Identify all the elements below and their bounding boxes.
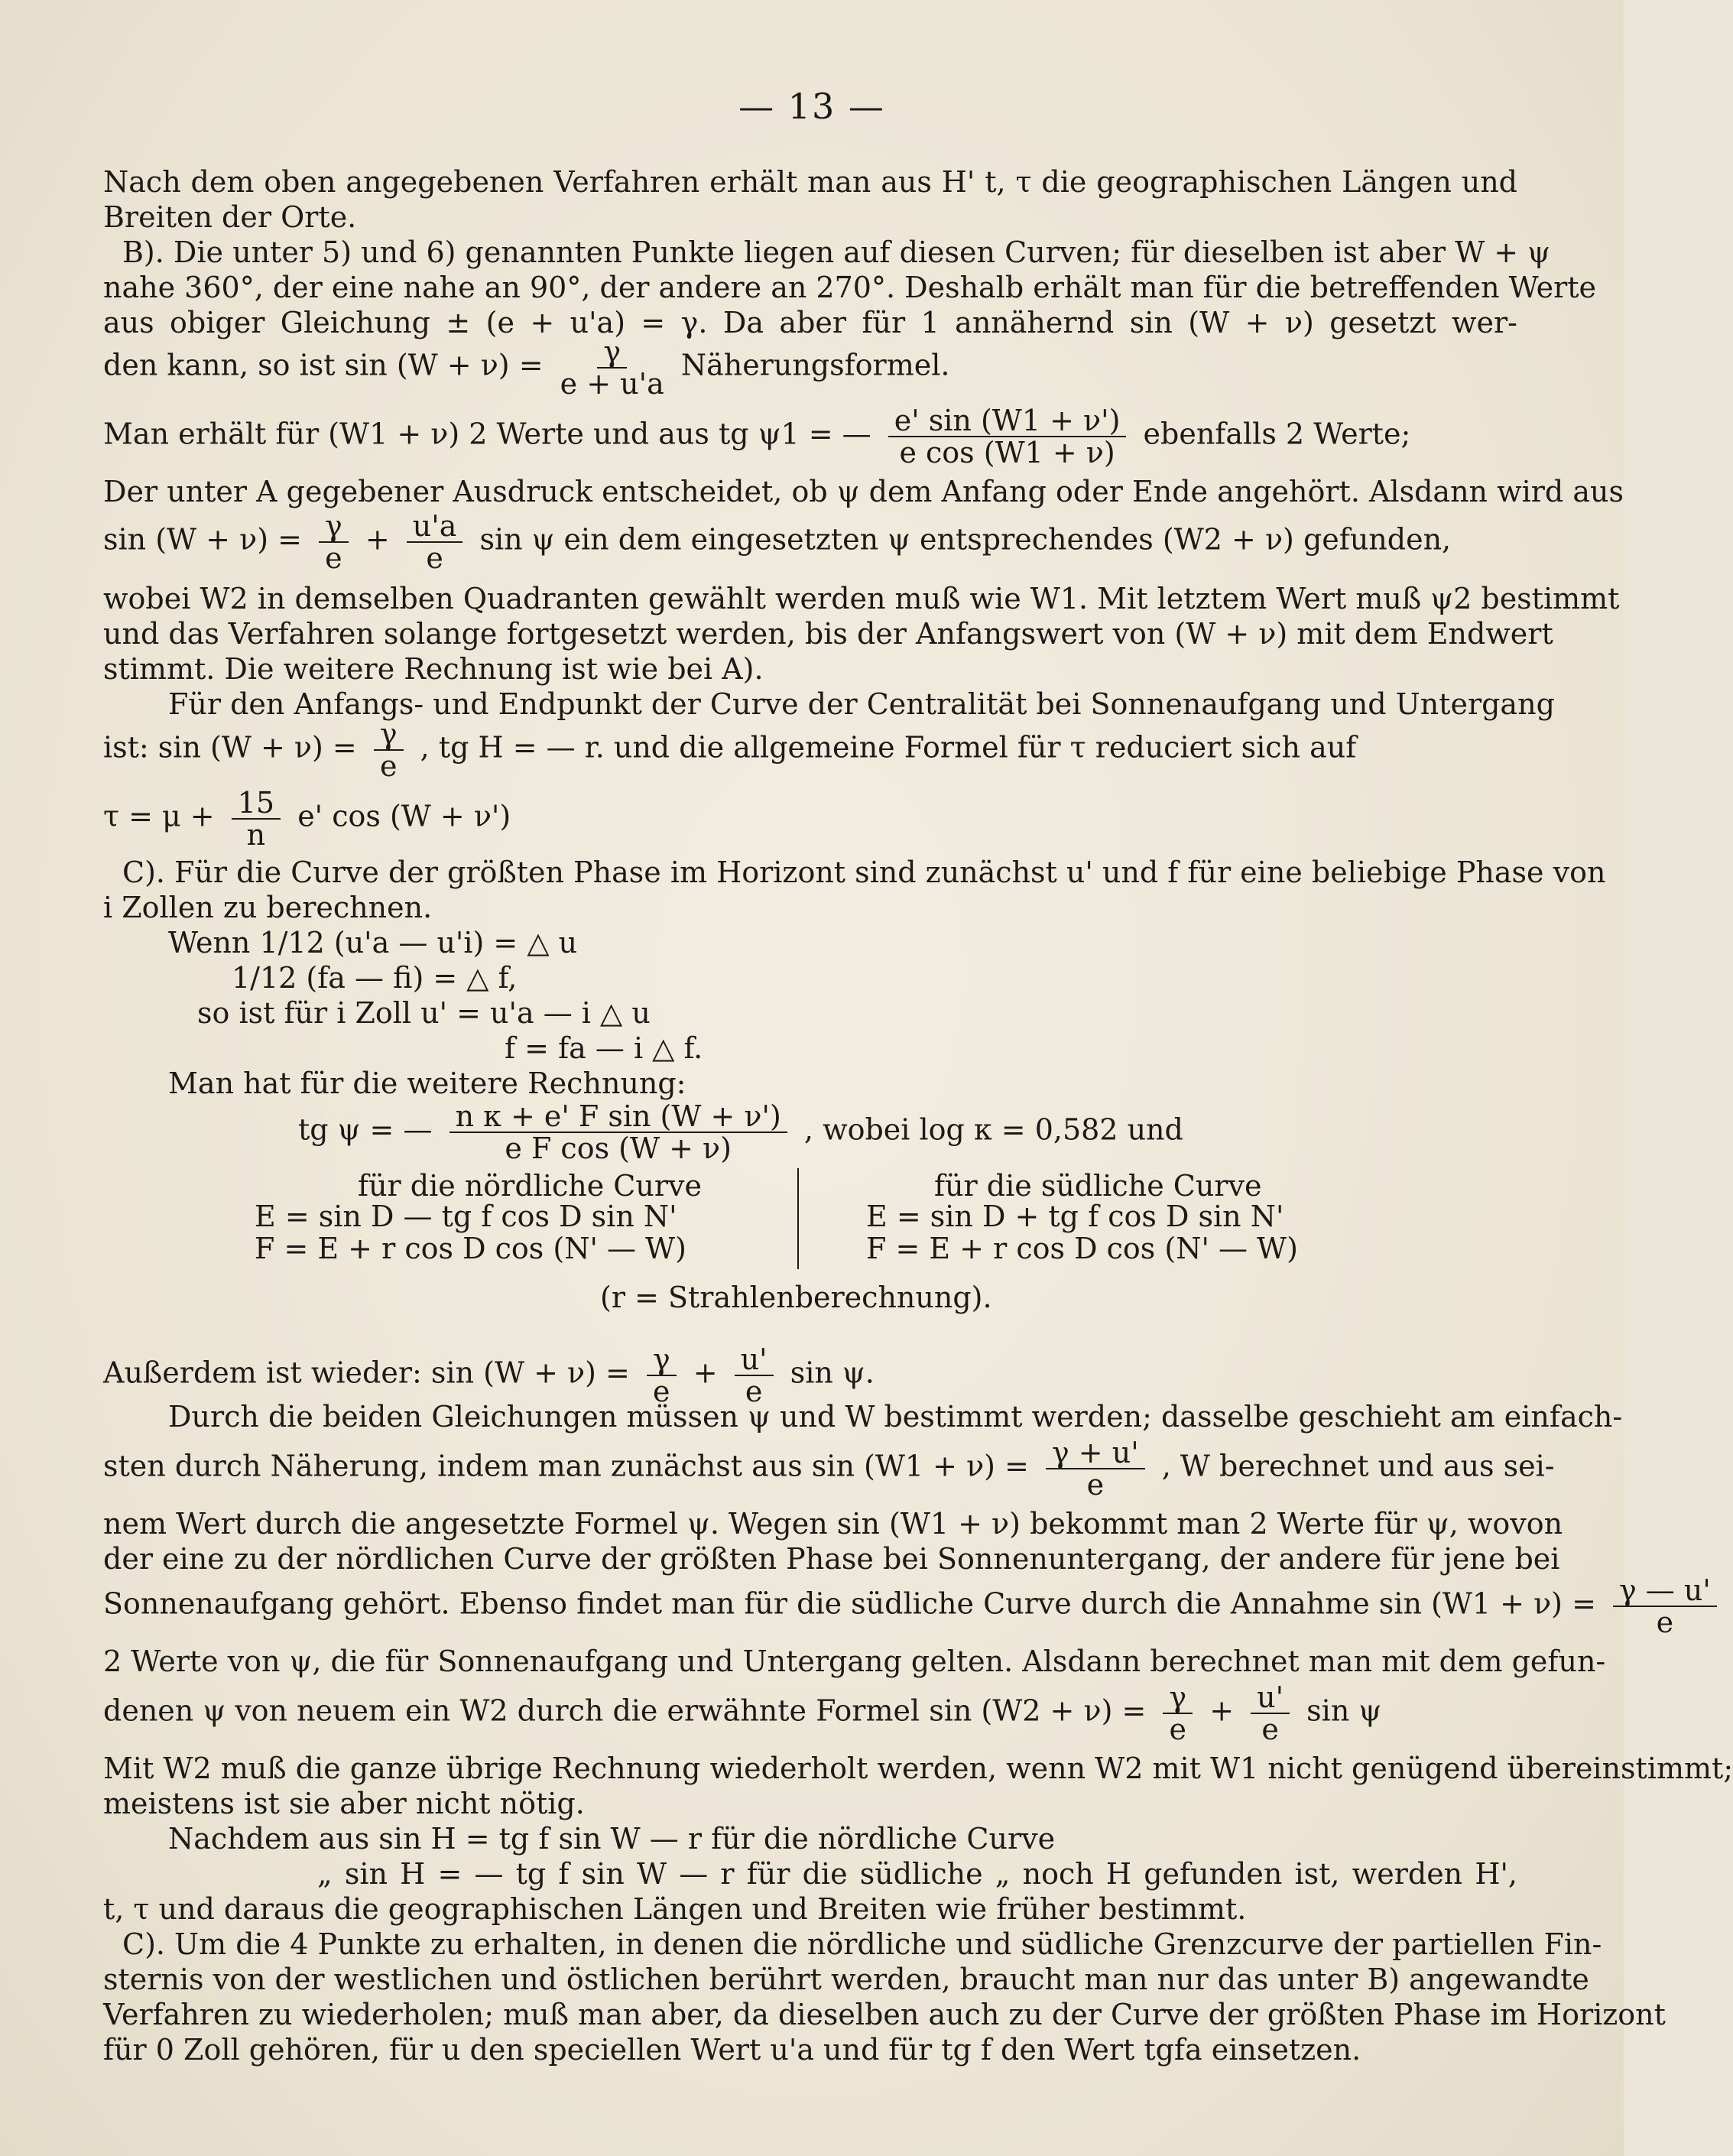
text: , wobei log κ = 0,582 und xyxy=(803,1112,1183,1147)
numerator: 15 xyxy=(232,787,281,820)
denominator: e cos (W1 + ν) xyxy=(899,436,1115,469)
text: Man erhält für (W1 + ν) 2 Werte und aus tg ψ1 = — xyxy=(103,417,871,451)
numerator: u'a xyxy=(407,511,463,543)
fraction xyxy=(232,787,281,850)
text-line: so ist für i Zoll u' = u'a — i △ u xyxy=(197,996,651,1030)
fraction xyxy=(449,1101,787,1164)
fraction xyxy=(888,405,1127,468)
numerator: γ xyxy=(597,336,627,369)
text-line: t, τ und daraus die geographischen Längen und Breiten wie früher bestimmt. xyxy=(103,1892,1247,1926)
text-line: aus obiger Gleichung ± (e + u'a) = γ. Da aber für 1 annähernd sin (W + ν) gesetzt wer- xyxy=(103,306,1517,339)
plus-sign: + xyxy=(365,522,390,557)
text-line: f = fa — i △ f. xyxy=(505,1031,703,1065)
denominator: e xyxy=(745,1375,763,1408)
formula-line xyxy=(103,336,949,399)
fraction xyxy=(560,336,664,399)
text: sin ψ. xyxy=(790,1356,875,1390)
text-line: Durch die beiden Gleichungen müssen ψ und W bestimmt werden; dasselbe geschieht am einfach- xyxy=(168,1400,1623,1434)
fraction xyxy=(647,1344,677,1407)
fraction xyxy=(1251,1682,1290,1745)
text-line: meistens ist sie aber nicht nötig. xyxy=(103,1787,585,1820)
text-line: (r = Strahlenberechnung). xyxy=(600,1281,992,1314)
text-line: i Zollen zu berechnen. xyxy=(103,891,433,924)
column-heading-north: für die nördliche Curve xyxy=(358,1169,702,1203)
text: Sonnenaufgang gehört. Ebenso findet man für die südliche Curve durch die Annahme sin (W1 + ν) = xyxy=(103,1586,1596,1621)
plus-sign: + xyxy=(693,1356,718,1390)
numerator: γ — u' xyxy=(1613,1575,1717,1607)
formula-line xyxy=(103,719,1356,781)
numerator: u' xyxy=(1251,1682,1290,1714)
text-line: Mit W2 muß die ganze übrige Rechnung wiederholt werden, wenn W2 mit W1 nicht genügend übereinstimmt; xyxy=(103,1752,1733,1785)
numerator: γ xyxy=(374,719,404,751)
text: , W berechnet und aus sei- xyxy=(1161,1449,1555,1483)
text-line: nahe 360°, der eine nahe an 90°, der andere an 270°. Deshalb erhält man für die betreffenden Werte xyxy=(103,271,1597,304)
denominator: e xyxy=(1169,1713,1187,1746)
text-line: C). Für die Curve der größten Phase im Horizont sind zunächst u' und f für eine beliebige Phase von xyxy=(122,856,1606,889)
text-line: Nachdem aus sin H = tg f sin W — r für die nördliche Curve xyxy=(168,1822,1056,1856)
text: τ = μ + xyxy=(103,799,215,833)
formula-line xyxy=(103,1682,1381,1745)
denominator: n xyxy=(246,818,266,852)
numerator: u' xyxy=(735,1344,774,1376)
text-line: Wenn 1/12 (u'a — u'i) = △ u xyxy=(168,926,578,959)
fraction xyxy=(1613,1575,1717,1638)
formula-line xyxy=(103,1437,1555,1500)
formula-line xyxy=(103,787,511,850)
formula-f-south: F = E + r cos D cos (N' — W) xyxy=(866,1232,1298,1265)
text-line: wobei W2 in demselben Quadranten gewählt werden muß wie W1. Mit letztem Wert muß ψ2 bestimmt xyxy=(103,582,1620,615)
column-heading-south: für die südliche Curve xyxy=(934,1169,1262,1203)
formula-line xyxy=(103,1575,1725,1638)
fraction xyxy=(1163,1682,1193,1745)
text-line: 1/12 (fa — fi) = △ f, xyxy=(232,961,518,995)
text: sin ψ xyxy=(1306,1693,1382,1728)
text-line: Man hat für die weitere Rechnung: xyxy=(168,1067,686,1100)
text-line: 2 Werte von ψ, die für Sonnenaufgang und Untergang gelten. Alsdann berechnet man mit dem gefun- xyxy=(103,1645,1606,1678)
text: , tg H = — r. und die allgemeine Formel für τ reduciert sich auf xyxy=(420,730,1357,765)
text: ist: sin (W + ν) = xyxy=(103,730,357,765)
text-line: für 0 Zoll gehören, für u den speciellen Wert u'a und für tg f den Wert tgfa einsetzen. xyxy=(103,2033,1361,2067)
text-line: Breiten der Orte. xyxy=(103,200,357,234)
formula-line xyxy=(298,1101,1183,1164)
text: ebenfalls 2 Werte; xyxy=(1143,417,1411,451)
fraction xyxy=(374,719,404,781)
formula-e-south: E = sin D + tg f cos D sin N' xyxy=(866,1200,1284,1233)
text-line: stimmt. Die weitere Rechnung ist wie bei A). xyxy=(103,652,764,686)
denominator: e xyxy=(1086,1468,1105,1502)
denominator: e xyxy=(379,749,398,783)
fraction xyxy=(735,1344,774,1407)
formula-line xyxy=(103,511,1451,573)
text-line: der eine zu der nördlichen Curve der größten Phase bei Sonnenuntergang, der andere für jene bei xyxy=(103,1542,1560,1576)
text-line: Der unter A gegebener Ausdruck entscheidet, ob ψ dem Anfang oder Ende angehört. Alsdann wird aus xyxy=(103,475,1624,508)
denominator: e xyxy=(1261,1713,1279,1746)
fraction xyxy=(1046,1437,1145,1500)
numerator: e' sin (W1 + ν') xyxy=(888,405,1127,437)
text-line: B). Die unter 5) und 6) genannten Punkte liegen auf diesen Curven; für dieselben ist aber W + ψ xyxy=(122,235,1550,269)
denominator: e xyxy=(1656,1606,1674,1639)
formula-line xyxy=(103,1344,875,1407)
numerator: n κ + e' F sin (W + ν') xyxy=(449,1101,787,1133)
text: denen ψ von neuem ein W2 durch die erwähnte Formel sin (W2 + ν) = xyxy=(103,1693,1147,1728)
numerator: γ xyxy=(647,1344,677,1376)
text-line: Verfahren zu wiederholen; muß man aber, da dieselben auch zu der Curve der größten Phase im Horizont xyxy=(103,1998,1666,2031)
text: sin (W + ν) = xyxy=(103,522,302,557)
text-line: „ sin H = — tg f sin W — r für die südliche „ noch H gefunden ist, werden H', xyxy=(317,1857,1517,1891)
formula-line xyxy=(103,405,1410,468)
fraction xyxy=(407,511,463,573)
text: Außerdem ist wieder: sin (W + ν) = xyxy=(103,1356,630,1390)
fraction xyxy=(319,511,349,573)
text-line: Nach dem oben angegebenen Verfahren erhält man aus H' t, τ die geographischen Längen und xyxy=(103,165,1517,199)
denominator: e F cos (W + ν) xyxy=(505,1132,732,1165)
text-line: sternis von der westlichen und östlichen berührt werden, braucht man nur das unter B) angewandte xyxy=(103,1963,1589,1996)
text: tg ψ = — xyxy=(298,1112,433,1147)
denominator: e + u'a xyxy=(560,367,664,401)
page-number: — 13 — xyxy=(738,86,885,127)
text: sten durch Näherung, indem man zunächst aus sin (W1 + ν) = xyxy=(103,1449,1029,1483)
column-divider xyxy=(797,1168,799,1269)
text: Näherungsformel. xyxy=(680,348,950,382)
text-line: und das Verfahren solange fortgesetzt werden, bis der Anfangswert von (W + ν) mit dem Endwert xyxy=(103,617,1553,651)
denominator: e xyxy=(653,1375,670,1408)
text: e' cos (W + ν') xyxy=(297,799,511,833)
plus-sign: + xyxy=(1209,1693,1235,1728)
numerator: γ + u' xyxy=(1046,1437,1145,1469)
formula-e-north: E = sin D — tg f cos D sin N' xyxy=(255,1200,677,1233)
text-line: nem Wert durch die angesetzte Formel ψ. Wegen sin (W1 + ν) bekommt man 2 Werte für ψ, wovon xyxy=(103,1507,1563,1541)
text-line: C). Um die 4 Punkte zu erhalten, in denen die nördliche und südliche Grenzcurve der partiellen Fin- xyxy=(122,1927,1602,1961)
numerator: γ xyxy=(319,511,349,543)
formula-f-north: F = E + r cos D cos (N' — W) xyxy=(255,1232,686,1265)
text-line: Für den Anfangs- und Endpunkt der Curve der Centralität bei Sonnenaufgang und Untergang xyxy=(168,687,1555,721)
text: sin ψ ein dem eingesetzten ψ entsprechendes (W2 + ν) gefunden, xyxy=(479,522,1452,557)
text: den kann, so ist sin (W + ν) = xyxy=(103,348,544,382)
denominator: e xyxy=(426,541,443,575)
numerator: γ xyxy=(1163,1682,1193,1714)
denominator: e xyxy=(325,541,342,575)
